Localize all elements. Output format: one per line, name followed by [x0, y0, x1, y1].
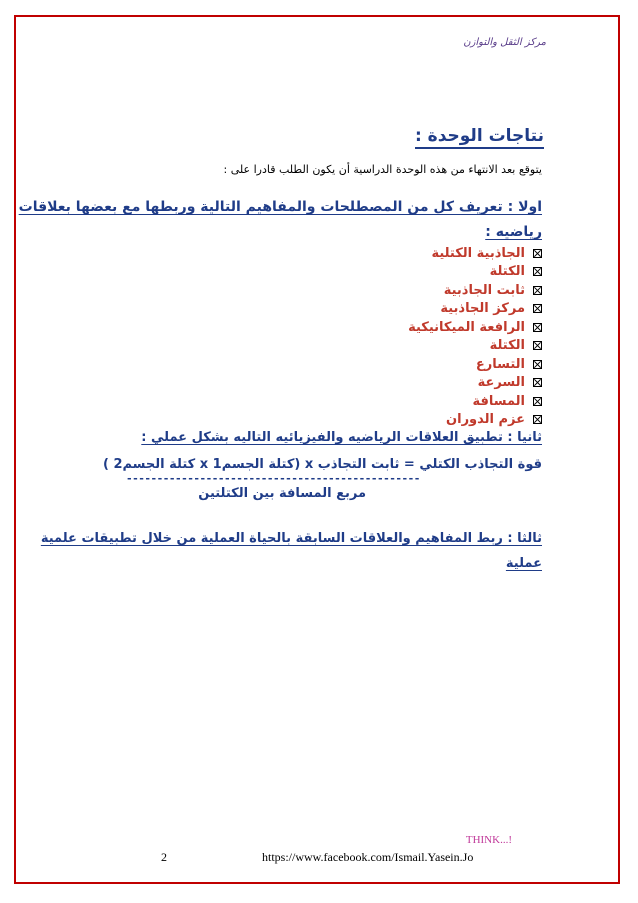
list-item-label: التسارع — [475, 356, 525, 372]
think-text: THINK...! — [465, 834, 512, 846]
list-item-label: عزم الدوران — [446, 412, 525, 428]
list-item — [408, 263, 542, 282]
list-item-label: الجاذبية الكتلية — [431, 245, 525, 261]
formula-fraction-line: ------------------------------------------------ — [126, 472, 420, 485]
third-heading: ثالثا : ربط المفاهيم والعلاقات السابقة بالحياة العملية من خلال تطبيقات علمية — [40, 531, 542, 546]
section-title: نتاجات الوحدة : — [415, 126, 544, 149]
checkbox-x-icon — [533, 286, 542, 295]
footer-url: https://www.facebook.com/Ismail.Yasein.Jo — [262, 850, 474, 864]
checkbox-x-icon — [533, 360, 542, 369]
checkbox-x-icon — [533, 378, 542, 387]
list-item-label: مركز الجاذبية — [440, 301, 525, 317]
concepts-list — [408, 244, 542, 429]
checkbox-x-icon — [533, 341, 542, 350]
list-item-label: السرعة — [477, 375, 525, 391]
checkbox-x-icon — [533, 323, 542, 332]
list-item-label: الكتلة — [489, 264, 525, 280]
list-item — [408, 374, 542, 393]
formula-denominator: مربع المسافة بين الكتلتين — [198, 486, 366, 501]
list-item-label: الرافعة الميكانيكية — [408, 319, 525, 335]
header-title: مركز الثقل والتوازن — [463, 37, 546, 48]
intro-text: يتوقع بعد الانتهاء من هذه الوحدة الدراسية أن يكون الطلب قادرا على : — [223, 163, 542, 176]
checkbox-x-icon — [533, 249, 542, 258]
list-item — [408, 411, 542, 430]
list-item — [408, 244, 542, 263]
list-item — [408, 318, 542, 337]
list-item — [408, 392, 542, 411]
list-item-label: المسافة — [472, 393, 525, 409]
list-item — [408, 300, 542, 319]
checkbox-x-icon — [533, 267, 542, 276]
formula-numerator: قوة التجاذب الكتلي = ثابت التجاذب x (كتلة الجسم1 x كتلة الجسم2 ) — [102, 457, 542, 472]
checkbox-x-icon — [533, 397, 542, 406]
second-heading: ثانيا : تطبيق العلاقات الرياضيه والفيزيائيه التاليه بشكل عملي : — [141, 430, 542, 445]
first-heading-cont: رياضيه : — [485, 224, 542, 240]
first-heading: اولا : تعريف كل من المصطلحات والمفاهيم التالية وربطها مع بعضها بعلاقات — [18, 199, 542, 215]
list-item — [408, 337, 542, 356]
list-item — [408, 281, 542, 300]
list-item — [408, 355, 542, 374]
checkbox-x-icon — [533, 415, 542, 424]
checkbox-x-icon — [533, 304, 542, 313]
list-item-label: ثابت الجاذبية — [443, 282, 525, 298]
page-number: 2 — [161, 850, 167, 864]
list-item-label: الكتلة — [489, 338, 525, 354]
third-heading-cont: عملية — [505, 556, 542, 571]
